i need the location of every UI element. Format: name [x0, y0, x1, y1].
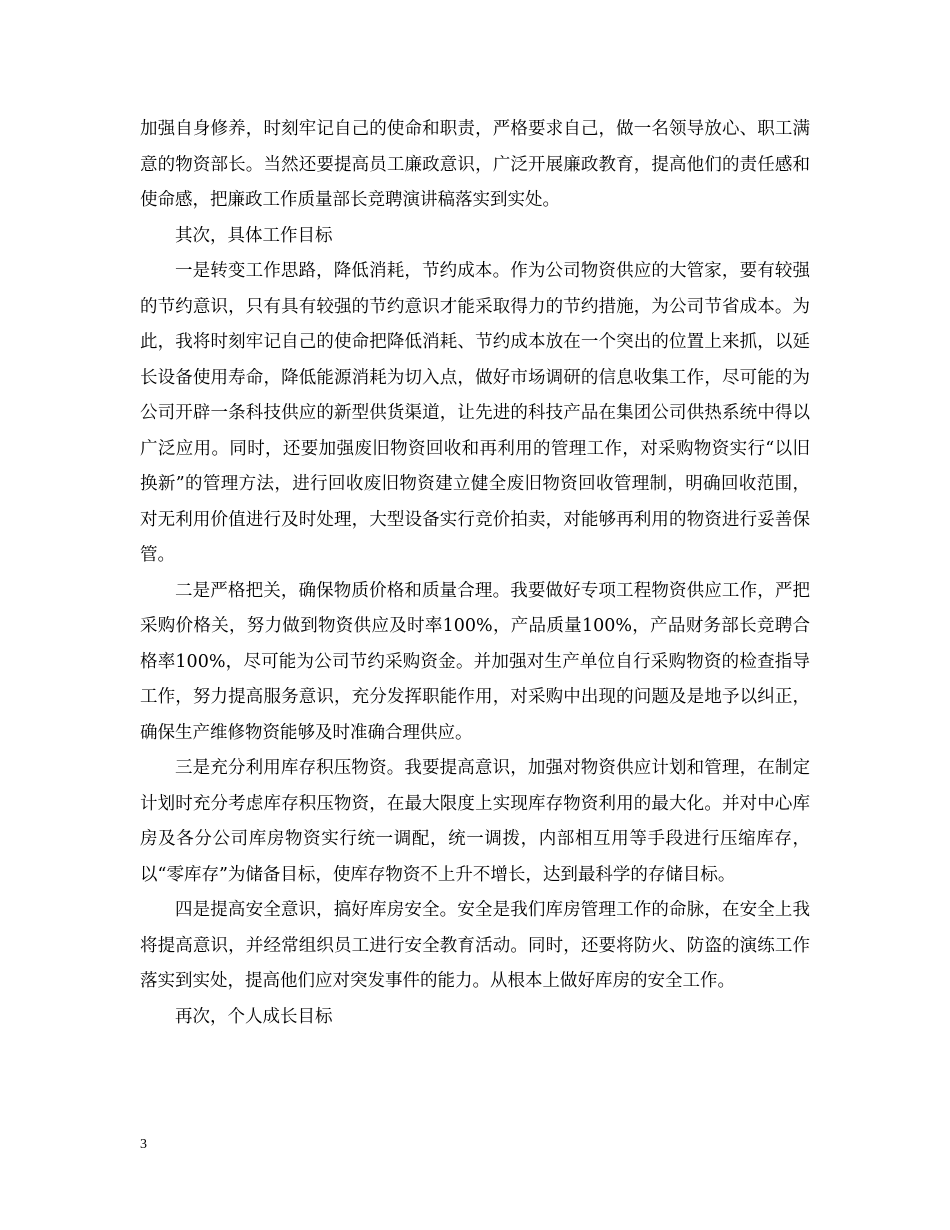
paragraph-goal-three: 三是充分利用库存积压物资。我要提高意识，加强对物资供应计划和管理，在制定计划时充分考虑库存积压物资，在最大限度上实现库存物资利用的最大化。并对中心库房及各分公司库房物资实行统一调配，统一调拨，内部相互用等手段进行压缩库存，以“零库存”为储备目标，使库存物资不上升不增长，达到最科学的存储目标。 [140, 758, 810, 885]
paragraph-goal-one: 一是转变工作思路，降低消耗，节约成本。作为公司物资供应的大管家，要有较强的节约意识，只有具有较强的节约意识才能采取得力的节约措施，为公司节省成本。为此，我将时刻牢记自己的使命把降低消耗、节约成本放在一个突出的位置上来抓，以延长设备使用寿命，降低能源消耗为切入点，做好市场调研的信息收集工作，尽可能的为公司开辟一条科技供应的新型供货渠道，让先进的科技产品在集团公司供热系统中得以广泛应用。同时，还要加强废旧物资回收和再利用的管理工作，对采购物资实行“以旧换新”的管理方法，进行回收废旧物资建立健全废旧物资回收管理制，明确回收范围，对无利用价值进行及时处理，大型设备实行竞价拍卖，对能够再利用的物资进行妥善保管。 [140, 261, 810, 565]
page-number: 3 [140, 1137, 147, 1152]
paragraph-goal-two: 二是严格把关，确保物质价格和质量合理。我要做好专项工程物资供应工作，严把采购价格关，努力做到物资供应及时率100%，产品质量100%，产品财务部长竞聘合格率100%，尽可能为公司节约采购资金。并加强对生产单位自行采购物资的检查指导工作，努力提高服务意识，充分发挥职能作用，对采购中出现的问题及是地予以纠正，确保生产维修物资能够及时准确合理供应。 [140, 580, 810, 743]
document-body [140, 112, 810, 1035]
paragraph-continuation: 加强自身修养，时刻牢记自己的使命和职责，严格要求自己，做一名领导放心、职工满意的物资部长。当然还要提高员工廉政意识，广泛开展廉政教育，提高他们的责任感和使命感，把廉政工作质量部长竞聘演讲稿落实到实处。 [140, 119, 810, 210]
section-heading-personal-growth: 再次，个人成长目标 [175, 1006, 333, 1027]
paragraph-goal-four: 四是提高安全意识，搞好库房安全。安全是我们库房管理工作的命脉，在安全上我将提高意识，并经常组织员工进行安全教育活动。同时，还要将防火、防盗的演练工作落实到实处，提高他们应对突发事件的能力。从根本上做好库房的安全工作。 [140, 900, 810, 991]
section-heading-specific-goals: 其次，具体工作目标 [175, 225, 333, 246]
